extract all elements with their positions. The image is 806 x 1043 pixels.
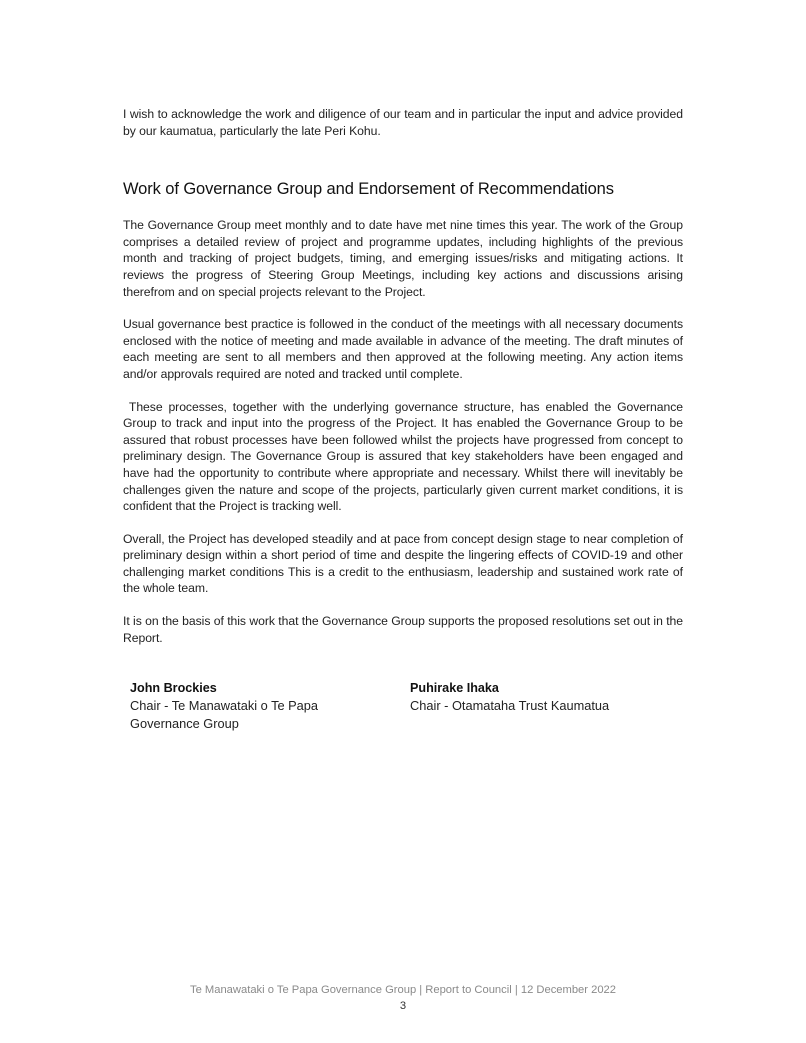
signature-block-1 — [130, 679, 318, 733]
paragraph-3: These processes, together with the underlying governance structure, has enabled the Governance Group to track and input into the progress of the Project. It has enabled the Governance Group to be assured that robust processes have been followed whilst the projects have progressed from concept to preliminary design. The Governance Group is assured that key stakeholders have been engaged and have had the opportunity to contribute where appropriate and necessary. Whilst there will inevitably be challenges given the nature and scope of the projects, particularly given current market conditions, it is confident that the Project is tracking well. — [123, 399, 687, 514]
signatory-title-continued: Governance Group — [130, 716, 239, 731]
signatory-name: Puhirake Ihaka — [410, 681, 499, 695]
page-number: 3 — [399, 1000, 407, 1012]
document-body — [123, 106, 687, 646]
signature-block-2 — [410, 679, 609, 715]
signatory-name: John Brockies — [130, 681, 217, 695]
paragraph-4: Overall, the Project has developed steadily and at pace from concept design stage to near completion of preliminary design within a short period of time and despite the lingering effects of COVID-19 and other challenging market conditions This is a credit to the enthusiasm, leadership and sustained work rate of the whole team. — [123, 531, 683, 596]
paragraph-2: Usual governance best practice is followed in the conduct of the meetings with all necessary documents enclosed with the notice of meeting and made available in advance of the meeting. The draft minutes of each meeting are sent to all members and then approved at the following meeting. Any action items and/or approvals required are noted and tracked until complete. — [123, 317, 683, 381]
page-footer: Te Manawataki o Te Papa Governance Group | Report to Council | 12 December 2022 — [190, 984, 616, 996]
section-heading: Work of Governance Group and Endorsement of Recommendations — [123, 180, 614, 199]
paragraph-1: The Governance Group meet monthly and to date have met nine times this year. The work of the Group comprises a detailed review of project and programme updates, including highlights of the previous month and tracking of project budgets, timing, and emerging issues/risks and mitigating actions. It reviews the progress of Steering Group Meetings, including key actions and discussions arising therefrom and on special projects relevant to the Project. — [123, 218, 683, 299]
intro-paragraph: I wish to acknowledge the work and diligence of our team and in particular the input and advice provided by our kaumatua, particularly the late Peri Kohu. — [123, 107, 683, 138]
signatory-title: Chair - Otamataha Trust Kaumatua — [410, 698, 610, 713]
signatory-title: Chair - Te Manawataki o Te Papa — [130, 698, 319, 713]
paragraph-5: It is on the basis of this work that the Governance Group supports the proposed resolutions set out in the Report. — [123, 614, 683, 645]
